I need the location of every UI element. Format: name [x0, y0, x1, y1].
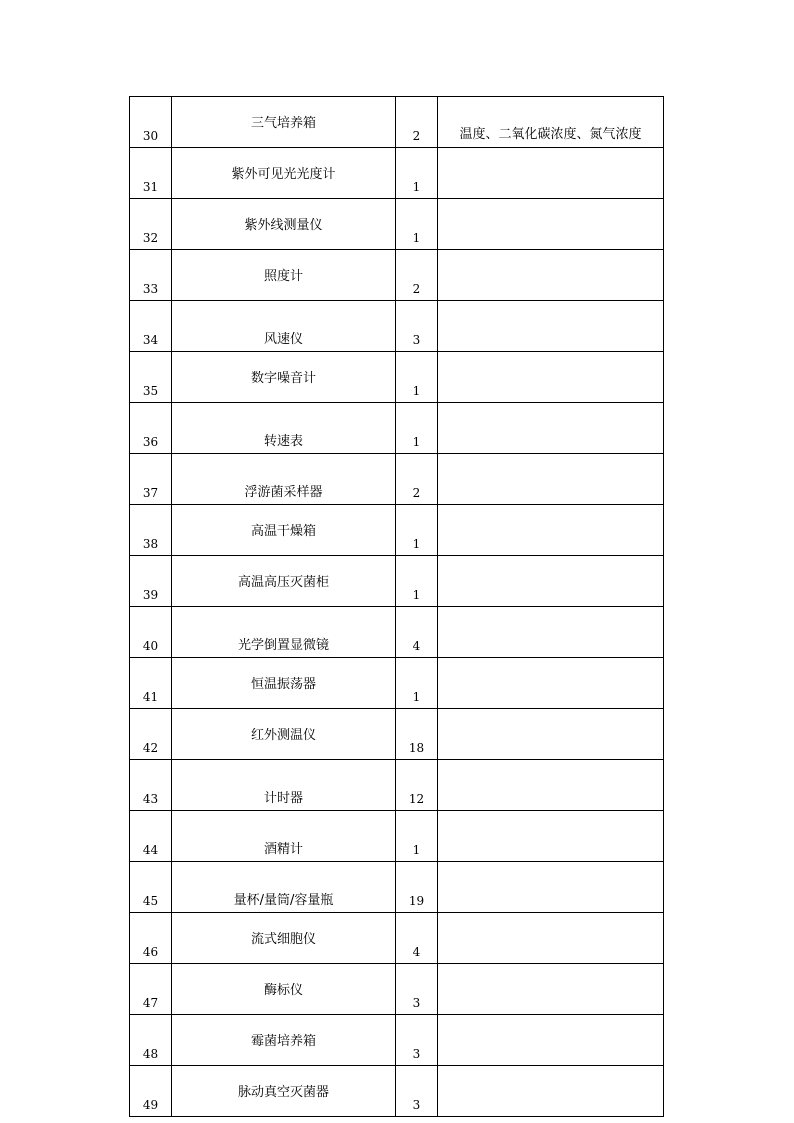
- equipment-name-cell: [172, 862, 396, 913]
- row-number: 38: [130, 505, 172, 556]
- row-number: 40: [130, 607, 172, 658]
- row-number: 44: [130, 811, 172, 862]
- row-number: 49: [130, 1066, 172, 1117]
- table-row: [130, 301, 664, 352]
- equipment-quantity: 1: [396, 811, 438, 862]
- row-number: 46: [130, 913, 172, 964]
- equipment-quantity: 4: [396, 607, 438, 658]
- equipment-name-cell: [172, 97, 396, 148]
- equipment-note: [438, 913, 664, 964]
- equipment-quantity: 1: [396, 403, 438, 454]
- equipment-name: 量杯/量筒/容量瓶: [233, 893, 334, 908]
- table-row: [130, 811, 664, 862]
- equipment-note: [438, 301, 664, 352]
- equipment-note: [438, 556, 664, 607]
- table-row: [130, 607, 664, 658]
- row-number: 34: [130, 301, 172, 352]
- table-row: [130, 709, 664, 760]
- equipment-name: 三气培养箱: [250, 116, 316, 131]
- equipment-name-cell: [172, 454, 396, 505]
- equipment-quantity: 1: [396, 199, 438, 250]
- equipment-quantity: 3: [396, 301, 438, 352]
- row-number: 41: [130, 658, 172, 709]
- equipment-name-cell: [172, 913, 396, 964]
- equipment-name-cell: [172, 199, 396, 250]
- equipment-name: 紫外线测量仪: [244, 218, 323, 233]
- equipment-note: [438, 403, 664, 454]
- equipment-note: [438, 658, 664, 709]
- table-row: [130, 1015, 664, 1066]
- equipment-note: [438, 862, 664, 913]
- equipment-quantity: 2: [396, 250, 438, 301]
- equipment-name-cell: [172, 505, 396, 556]
- equipment-name-cell: [172, 556, 396, 607]
- equipment-name: 流式细胞仪: [250, 932, 316, 947]
- table-body: [130, 97, 664, 1117]
- equipment-note: [438, 454, 664, 505]
- equipment-name: 光学倒置显微镜: [237, 638, 329, 653]
- equipment-quantity: 19: [396, 862, 438, 913]
- equipment-name: 酒精计: [263, 842, 303, 857]
- row-number: 33: [130, 250, 172, 301]
- equipment-name-cell: [172, 709, 396, 760]
- equipment-quantity: 3: [396, 1015, 438, 1066]
- equipment-name-cell: [172, 811, 396, 862]
- equipment-name: 恒温振荡器: [250, 677, 316, 692]
- row-number: 36: [130, 403, 172, 454]
- equipment-note: [438, 250, 664, 301]
- equipment-quantity: 12: [396, 760, 438, 811]
- equipment-note: [438, 760, 664, 811]
- table-row: [130, 97, 664, 148]
- equipment-note: [438, 1066, 664, 1117]
- equipment-name: 霉菌培养箱: [250, 1034, 316, 1049]
- equipment-name: 红外测温仪: [250, 728, 316, 743]
- row-number: 45: [130, 862, 172, 913]
- equipment-name: 紫外可见光光度计: [231, 167, 336, 182]
- row-number: 37: [130, 454, 172, 505]
- equipment-quantity: 1: [396, 352, 438, 403]
- table-row: [130, 913, 664, 964]
- equipment-name-cell: [172, 964, 396, 1015]
- equipment-name-cell: [172, 607, 396, 658]
- table-row: [130, 199, 664, 250]
- equipment-name: 照度计: [263, 269, 303, 284]
- row-number: 39: [130, 556, 172, 607]
- table-row: [130, 403, 664, 454]
- equipment-quantity: 1: [396, 556, 438, 607]
- equipment-quantity: 4: [396, 913, 438, 964]
- table-row: [130, 148, 664, 199]
- table-row: [130, 760, 664, 811]
- equipment-name-cell: [172, 1066, 396, 1117]
- equipment-name: 转速表: [263, 434, 303, 449]
- row-number: 35: [130, 352, 172, 403]
- table-row: [130, 862, 664, 913]
- equipment-quantity: 3: [396, 1066, 438, 1117]
- table-row: [130, 964, 664, 1015]
- equipment-name-cell: [172, 301, 396, 352]
- equipment-note: [438, 148, 664, 199]
- row-number: 48: [130, 1015, 172, 1066]
- row-number: 42: [130, 709, 172, 760]
- equipment-name-cell: [172, 403, 396, 454]
- table-row: [130, 250, 664, 301]
- equipment-name-cell: [172, 658, 396, 709]
- equipment-name-cell: [172, 250, 396, 301]
- equipment-quantity: 2: [396, 97, 438, 148]
- table-row: [130, 352, 664, 403]
- equipment-note: [438, 709, 664, 760]
- equipment-quantity: 2: [396, 454, 438, 505]
- equipment-name: 酶标仪: [263, 983, 303, 998]
- table-row: [130, 454, 664, 505]
- row-number: 47: [130, 964, 172, 1015]
- table-row: [130, 505, 664, 556]
- row-number: 32: [130, 199, 172, 250]
- equipment-name: 浮游菌采样器: [244, 485, 323, 500]
- equipment-note: [438, 1015, 664, 1066]
- equipment-name-cell: [172, 148, 396, 199]
- equipment-quantity: 18: [396, 709, 438, 760]
- row-number: 43: [130, 760, 172, 811]
- equipment-quantity: 1: [396, 148, 438, 199]
- table-row: [130, 556, 664, 607]
- equipment-quantity: 1: [396, 505, 438, 556]
- equipment-table: [129, 96, 664, 1117]
- equipment-note: [438, 352, 664, 403]
- equipment-name: 数字噪音计: [250, 371, 316, 386]
- equipment-note: [438, 811, 664, 862]
- equipment-note: [438, 964, 664, 1015]
- equipment-quantity: 3: [396, 964, 438, 1015]
- equipment-name: 脉动真空灭菌器: [237, 1085, 329, 1100]
- equipment-note: [438, 607, 664, 658]
- table-row: [130, 658, 664, 709]
- row-number: 31: [130, 148, 172, 199]
- equipment-name-cell: [172, 760, 396, 811]
- equipment-name: 高温干燥箱: [250, 524, 316, 539]
- equipment-note: [438, 505, 664, 556]
- equipment-name: 风速仪: [263, 332, 303, 347]
- equipment-name-cell: [172, 1015, 396, 1066]
- equipment-name: 计时器: [263, 791, 303, 806]
- equipment-name-cell: [172, 352, 396, 403]
- table-row: [130, 1066, 664, 1117]
- equipment-quantity: 1: [396, 658, 438, 709]
- row-number: 30: [130, 97, 172, 148]
- equipment-note: [438, 199, 664, 250]
- equipment-name: 高温高压灭菌柜: [237, 575, 329, 590]
- equipment-note: 温度、二氧化碳浓度、氮气浓度: [438, 97, 664, 148]
